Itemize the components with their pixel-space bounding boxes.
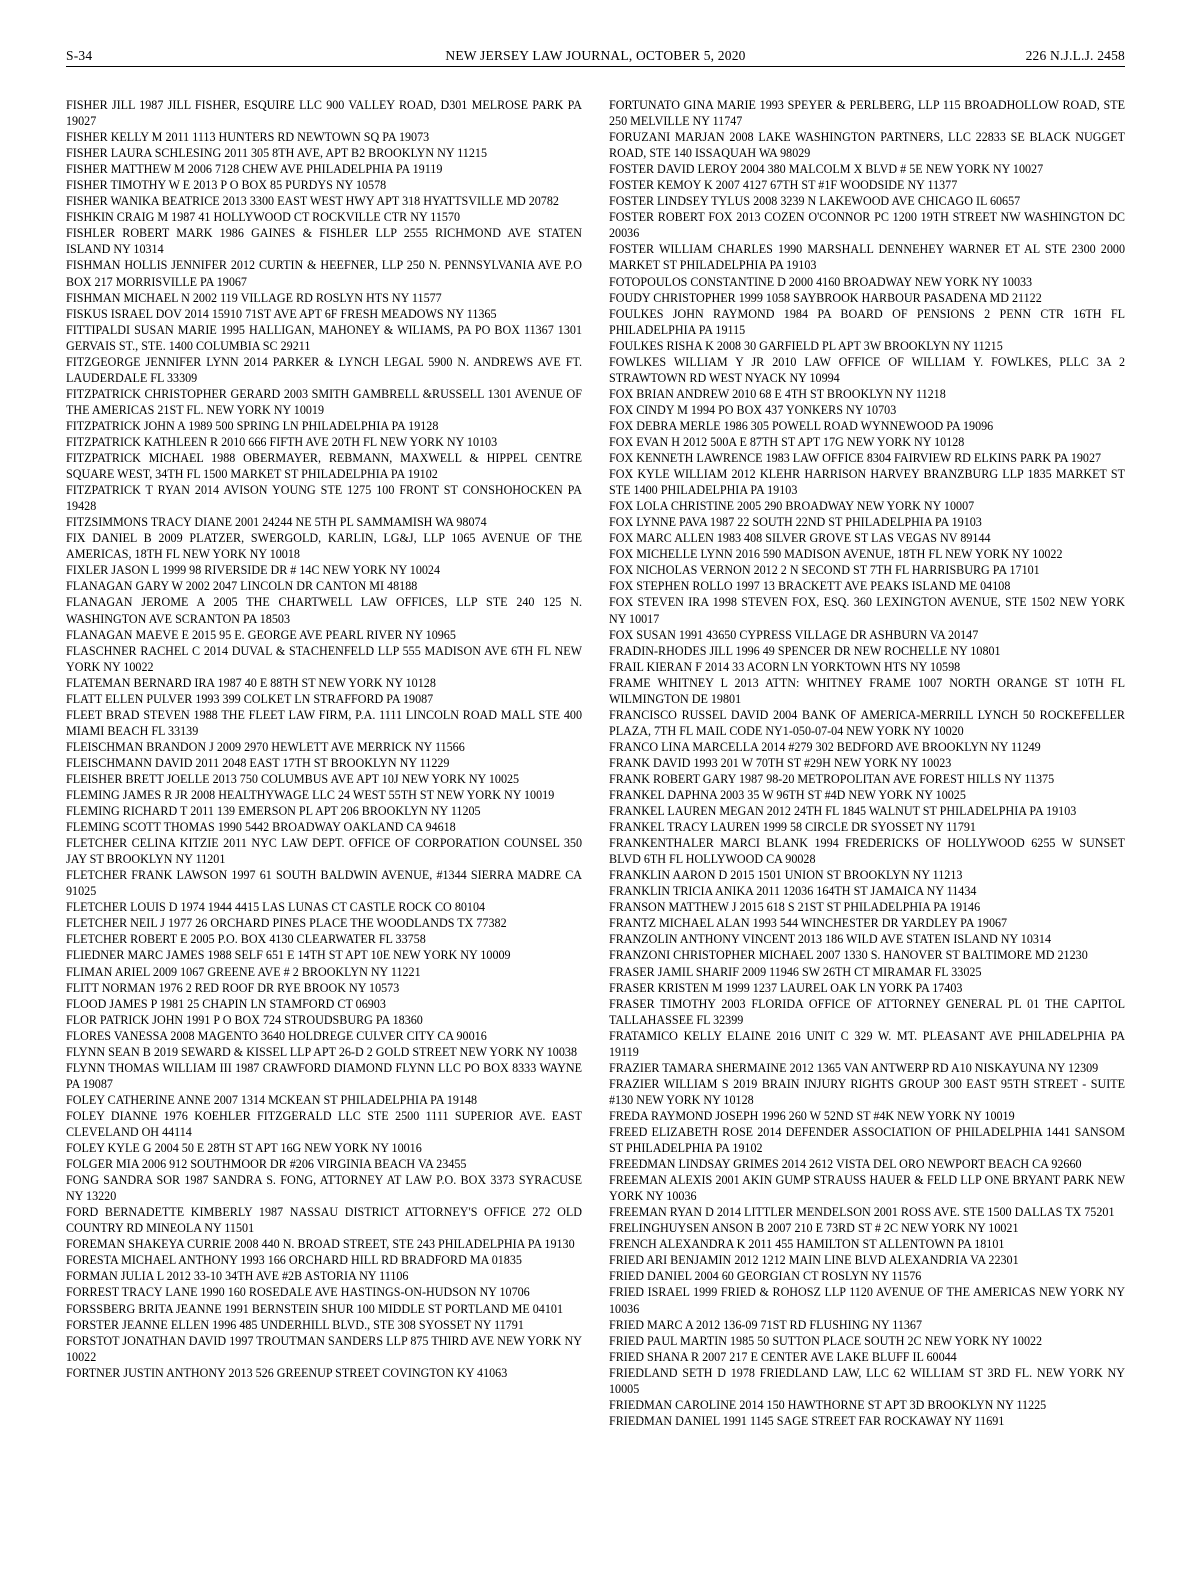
directory-entry: FOX STEVEN IRA 1998 STEVEN FOX, ESQ. 360 LEXINGTON AVENUE, STE 1502 NEW YORK NY 10017 [609,595,1125,626]
directory-entry: FRADIN-RHODES JILL 1996 49 SPENCER DR NEW ROCHELLE NY 10801 [609,643,1001,658]
directory-entry: FISHLER ROBERT MARK 1986 GAINES & FISHLER LLP 2555 RICHMOND AVE STATEN ISLAND NY 10314 [66,226,582,257]
directory-entry: FISHMAN MICHAEL N 2002 119 VILLAGE RD ROSLYN HTS NY 11577 [66,290,442,305]
directory-entry: FITTIPALDI SUSAN MARIE 1995 HALLIGAN, MAHONEY & WILIAMS, PA PO BOX 11367 1301 GERVAIS ST., STE. 1400 COLUMBIA SC 29211 [66,322,582,353]
directory-entry: FOSTER LINDSEY TYLUS 2008 3239 N LAKEWOOD AVE CHICAGO IL 60657 [609,194,1021,209]
directory-entry: FORMAN JULIA L 2012 33-10 34TH AVE #2B ASTORIA NY 11106 [66,1269,409,1284]
directory-entry: FLETCHER CELINA KITZIE 2011 NYC LAW DEPT. OFFICE OF CORPORATION COUNSEL 350 JAY ST BROOKLYN NY 11201 [66,836,582,867]
directory-entry: FOX KENNETH LAWRENCE 1983 LAW OFFICE 8304 FAIRVIEW RD ELKINS PARK PA 19027 [609,451,1102,466]
page [66,48,1125,1548]
directory-entry: FRIED MARC A 2012 136-09 71ST RD FLUSHING NY 11367 [609,1317,923,1332]
directory-entry: FISHER JILL 1987 JILL FISHER, ESQUIRE LLC 900 VALLEY ROAD, D301 MELROSE PARK PA 19027 [66,98,582,129]
directory-entry: FISHMAN HOLLIS JENNIFER 2012 CURTIN & HEEFNER, LLP 250 N. PENNSYLVANIA AVE P.O BOX 217 MORRISVILLE PA 19067 [66,258,582,289]
directory-entry: FLETCHER LOUIS D 1974 1944 4415 LAS LUNAS CT CASTLE ROCK CO 80104 [66,900,486,915]
directory-entry: FRANKEL TRACY LAUREN 1999 58 CIRCLE DR SYOSSET NY 11791 [609,820,976,835]
directory-entry: FORESTA MICHAEL ANTHONY 1993 166 ORCHARD HILL RD BRADFORD MA 01835 [66,1253,522,1268]
directory-entry: FLETCHER NEIL J 1977 26 ORCHARD PINES PLACE THE WOODLANDS TX 77382 [66,916,507,931]
directory-entry: FRANZOLIN ANTHONY VINCENT 2013 186 WILD AVE STATEN ISLAND NY 10314 [609,932,1052,947]
directory-entry: FITZPATRICK T RYAN 2014 AVISON YOUNG STE 1275 100 FRONT ST CONSHOHOCKEN PA 19428 [66,483,582,514]
directory-entry: FLORES VANESSA 2008 MAGENTO 3640 HOLDREGE CULVER CITY CA 90016 [66,1028,487,1043]
directory-entry: FORD BERNADETTE KIMBERLY 1987 NASSAU DISTRICT ATTORNEY'S OFFICE 272 OLD COUNTRY RD MINEOLA NY 11501 [66,1205,582,1236]
header-rule [66,66,1125,67]
directory-entry: FRANCISCO RUSSEL DAVID 2004 BANK OF AMERICA-MERRILL LYNCH 50 ROCKEFELLER PLAZA, 7TH FL MAIL CODE NY1-050-07-04 NEW YORK NY 10020 [609,707,1125,738]
directory-entry: FORSSBERG BRITA JEANNE 1991 BERNSTEIN SHUR 100 MIDDLE ST PORTLAND ME 04101 [66,1301,563,1316]
directory-entry: FRANK DAVID 1993 201 W 70TH ST #29H NEW YORK NY 10023 [609,755,952,770]
directory-entry: FLITT NORMAN 1976 2 RED ROOF DR RYE BROOK NY 10573 [66,980,400,995]
directory-entry: FOX NICHOLAS VERNON 2012 2 N SECOND ST 7TH FL HARRISBURG PA 17101 [609,563,1040,578]
directory-entry: FITZGEORGE JENNIFER LYNN 2014 PARKER & LYNCH LEGAL 5900 N. ANDREWS AVE FT. LAUDERDALE FL 33309 [66,354,582,385]
directory-entry: FOSTER WILLIAM CHARLES 1990 MARSHALL DENNEHEY WARNER ET AL STE 2300 2000 MARKET ST PHILADELPHIA PA 19103 [609,242,1125,273]
directory-entry: FRIEDMAN CAROLINE 2014 150 HAWTHORNE ST APT 3D BROOKLYN NY 11225 [609,1397,1047,1412]
directory-entry: FISHER WANIKA BEATRICE 2013 3300 EAST WEST HWY APT 318 HYATTSVILLE MD 20782 [66,194,559,209]
directory-entry: FORTNER JUSTIN ANTHONY 2013 526 GREENUP STREET COVINGTON KY 41063 [66,1365,508,1380]
directory-entry: FRANKENTHALER MARCI BLANK 1994 FREDERICKS OF HOLLYWOOD 6255 W SUNSET BLVD 6TH FL HOLLYWOOD CA 90028 [609,836,1125,867]
directory-entry: FLIMAN ARIEL 2009 1067 GREENE AVE # 2 BROOKLYN NY 11221 [66,964,421,979]
directory-entry: FOLGER MIA 2006 912 SOUTHMOOR DR #206 VIRGINIA BEACH VA 23455 [66,1157,467,1172]
left-column [66,97,582,1429]
directory-entry: FLEISHER BRETT JOELLE 2013 750 COLUMBUS AVE APT 10J NEW YORK NY 10025 [66,771,520,786]
directory-entry: FOTOPOULOS CONSTANTINE D 2000 4160 BROADWAY NEW YORK NY 10033 [609,274,1033,289]
directory-entry: FITZPATRICK JOHN A 1989 500 SPRING LN PHILADELPHIA PA 19128 [66,418,439,433]
directory-entry: FLETCHER FRANK LAWSON 1997 61 SOUTH BALDWIN AVENUE, #1344 SIERRA MADRE CA 91025 [66,868,582,899]
listing-columns [66,97,1125,1429]
directory-entry: FOLEY CATHERINE ANNE 2007 1314 MCKEAN ST PHILADELPHIA PA 19148 [66,1092,478,1107]
directory-entry: FIX DANIEL B 2009 PLATZER, SWERGOLD, KARLIN, LG&J, LLP 1065 AVENUE OF THE AMERICAS, 18TH FL NEW YORK NY 10018 [66,531,582,562]
directory-entry: FITZPATRICK CHRISTOPHER GERARD 2003 SMITH GAMBRELL &RUSSELL 1301 AVENUE OF THE AMERICAS 21ST FL. NEW YORK NY 10019 [66,386,582,417]
directory-entry: FRAZIER WILLIAM S 2019 BRAIN INJURY RIGHTS GROUP 300 EAST 95TH STREET - SUITE #130 NEW YORK NY 10128 [609,1076,1125,1107]
directory-entry: FREED ELIZABETH ROSE 2014 DEFENDER ASSOCIATION OF PHILADELPHIA 1441 SANSOM ST PHILADELPHIA PA 19102 [609,1125,1125,1156]
directory-entry: FRANTZ MICHAEL ALAN 1993 544 WINCHESTER DR YARDLEY PA 19067 [609,916,1008,931]
directory-entry: FLANAGAN MAEVE E 2015 95 E. GEORGE AVE PEARL RIVER NY 10965 [66,627,456,642]
page-header [66,48,1125,70]
directory-entry: FLOR PATRICK JOHN 1991 P O BOX 724 STROUDSBURG PA 18360 [66,1012,423,1027]
directory-entry: FOSTER DAVID LEROY 2004 380 MALCOLM X BLVD # 5E NEW YORK NY 10027 [609,162,1044,177]
directory-entry: FRIEDLAND SETH D 1978 FRIEDLAND LAW, LLC 62 WILLIAM ST 3RD FL. NEW YORK NY 10005 [609,1365,1125,1396]
directory-entry: FLEMING JAMES R JR 2008 HEALTHYWAGE LLC 24 WEST 55TH ST NEW YORK NY 10019 [66,788,555,803]
directory-entry: FRANKEL DAPHNA 2003 35 W 96TH ST #4D NEW YORK NY 10025 [609,788,966,803]
directory-entry: FISHER TIMOTHY W E 2013 P O BOX 85 PURDYS NY 10578 [66,178,387,193]
directory-entry: FRASER KRISTEN M 1999 1237 LAUREL OAK LN YORK PA 17403 [609,980,963,995]
directory-entry: FRIED ARI BENJAMIN 2012 1212 MAIN LINE BLVD ALEXANDRIA VA 22301 [609,1253,1019,1268]
directory-entry: FRANCO LINA MARCELLA 2014 #279 302 BEDFORD AVE BROOKLYN NY 11249 [609,739,1041,754]
directory-entry: FRIED DANIEL 2004 60 GEORGIAN CT ROSLYN NY 11576 [609,1269,922,1284]
directory-entry: FORREST TRACY LANE 1990 160 ROSEDALE AVE HASTINGS-ON-HUDSON NY 10706 [66,1285,530,1300]
directory-entry: FRAIL KIERAN F 2014 33 ACORN LN YORKTOWN HTS NY 10598 [609,659,961,674]
page-number: S-34 [66,48,93,63]
directory-entry: FORSTER JEANNE ELLEN 1996 485 UNDERHILL BLVD., STE 308 SYOSSET NY 11791 [66,1317,524,1332]
directory-entry: FRELINGHUYSEN ANSON B 2007 210 E 73RD ST # 2C NEW YORK NY 10021 [609,1221,1019,1236]
directory-entry: FOX MARC ALLEN 1983 408 SILVER GROVE ST LAS VEGAS NV 89144 [609,531,991,546]
directory-entry: FLATT ELLEN PULVER 1993 399 COLKET LN STRAFFORD PA 19087 [66,691,434,706]
publication-title: NEW JERSEY LAW JOURNAL, OCTOBER 5, 2020 [445,48,746,63]
directory-entry: FLEET BRAD STEVEN 1988 THE FLEET LAW FIRM, P.A. 1111 LINCOLN ROAD MALL STE 400 MIAMI BEACH FL 33139 [66,707,582,738]
directory-entry: FRASER JAMIL SHARIF 2009 11946 SW 26TH CT MIRAMAR FL 33025 [609,964,982,979]
directory-entry: FRATAMICO KELLY ELAINE 2016 UNIT C 329 W. MT. PLEASANT AVE PHILADELPHIA PA 19119 [609,1028,1125,1059]
directory-entry: FOSTER ROBERT FOX 2013 COZEN O'CONNOR PC 1200 19TH STREET NW WASHINGTON DC 20036 [609,210,1125,241]
citation: 226 N.J.L.J. 2458 [1025,48,1125,63]
directory-entry: FRANKLIN TRICIA ANIKA 2011 12036 164TH ST JAMAICA NY 11434 [609,884,977,899]
directory-entry: FISHKIN CRAIG M 1987 41 HOLLYWOOD CT ROCKVILLE CTR NY 11570 [66,210,461,225]
directory-entry: FOX EVAN H 2012 500A E 87TH ST APT 17G NEW YORK NY 10128 [609,434,965,449]
directory-entry: FLIEDNER MARC JAMES 1988 SELF 651 E 14TH ST APT 10E NEW YORK NY 10009 [66,948,511,963]
directory-entry: FITZSIMMONS TRACY DIANE 2001 24244 NE 5TH PL SAMMAMISH WA 98074 [66,515,487,530]
directory-entry: FOX DEBRA MERLE 1986 305 POWELL ROAD WYNNEWOOD PA 19096 [609,418,994,433]
directory-entry: FOSTER KEMOY K 2007 4127 67TH ST #1F WOODSIDE NY 11377 [609,178,958,193]
directory-entry: FOULKES RISHA K 2008 30 GARFIELD PL APT 3W BROOKLYN NY 11215 [609,338,1003,353]
directory-entry: FRIED ISRAEL 1999 FRIED & ROHOSZ LLP 1120 AVENUE OF THE AMERICAS NEW YORK NY 10036 [609,1285,1125,1316]
directory-entry: FONG SANDRA SOR 1987 SANDRA S. FONG, ATTORNEY AT LAW P.O. BOX 3373 SYRACUSE NY 13220 [66,1173,582,1204]
directory-entry: FOX MICHELLE LYNN 2016 590 MADISON AVENUE, 18TH FL NEW YORK NY 10022 [609,547,1063,562]
directory-entry: FOLEY KYLE G 2004 50 E 28TH ST APT 16G NEW YORK NY 10016 [66,1141,422,1156]
directory-entry: FORUZANI MARJAN 2008 LAKE WASHINGTON PARTNERS, LLC 22833 SE BLACK NUGGET ROAD, STE 140 ISSAQUAH WA 98029 [609,130,1125,161]
directory-entry: FOX SUSAN 1991 43650 CYPRESS VILLAGE DR ASHBURN VA 20147 [609,627,979,642]
directory-entry: FRAME WHITNEY L 2013 ATTN: WHITNEY FRAME 1007 NORTH ORANGE ST 10TH FL WILMINGTON DE 19801 [609,675,1125,706]
directory-entry: FIXLER JASON L 1999 98 RIVERSIDE DR # 14C NEW YORK NY 10024 [66,563,441,578]
directory-entry: FLOOD JAMES P 1981 25 CHAPIN LN STAMFORD CT 06903 [66,996,386,1011]
directory-entry: FLETCHER ROBERT E 2005 P.O. BOX 4130 CLEARWATER FL 33758 [66,932,426,947]
directory-entry: FREEMAN ALEXIS 2001 AKIN GUMP STRAUSS HAUER & FELD LLP ONE BRYANT PARK NEW YORK NY 10036 [609,1173,1125,1204]
directory-entry: FOX BRIAN ANDREW 2010 68 E 4TH ST BROOKLYN NY 11218 [609,386,946,401]
directory-entry: FRANSON MATTHEW J 2015 618 S 21ST ST PHILADELPHIA PA 19146 [609,900,981,915]
directory-entry: FRIEDMAN DANIEL 1991 1145 SAGE STREET FAR ROCKAWAY NY 11691 [609,1413,1005,1428]
directory-entry: FLANAGAN GARY W 2002 2047 LINCOLN DR CANTON MI 48188 [66,579,418,594]
directory-entry: FRANZONI CHRISTOPHER MICHAEL 2007 1330 S. HANOVER ST BALTIMORE MD 21230 [609,948,1088,963]
directory-entry: FOUDY CHRISTOPHER 1999 1058 SAYBROOK HARBOUR PASADENA MD 21122 [609,290,1042,305]
directory-entry: FITZPATRICK MICHAEL 1988 OBERMAYER, REBMANN, MAXWELL & HIPPEL CENTRE SQUARE WEST, 34TH FL 1500 MARKET ST PHILADELPHIA PA 19102 [66,451,582,482]
directory-entry: FLYNN THOMAS WILLIAM III 1987 CRAWFORD DIAMOND FLYNN LLC PO BOX 8333 WAYNE PA 19087 [66,1060,582,1091]
directory-entry: FLYNN SEAN B 2019 SEWARD & KISSEL LLP APT 26-D 2 GOLD STREET NEW YORK NY 10038 [66,1044,577,1059]
directory-entry: FLEMING SCOTT THOMAS 1990 5442 BROADWAY OAKLAND CA 94618 [66,820,456,835]
directory-entry: FOX STEPHEN ROLLO 1997 13 BRACKETT AVE PEAKS ISLAND ME 04108 [609,579,1011,594]
directory-entry: FOX CINDY M 1994 PO BOX 437 YONKERS NY 10703 [609,402,897,417]
directory-entry: FOX KYLE WILLIAM 2012 KLEHR HARRISON HARVEY BRANZBURG LLP 1835 MARKET ST STE 1400 PHILADELPHIA PA 19103 [609,467,1125,498]
directory-entry: FORSTOT JONATHAN DAVID 1997 TROUTMAN SANDERS LLP 875 THIRD AVE NEW YORK NY 10022 [66,1333,582,1364]
directory-entry: FRANKEL LAUREN MEGAN 2012 24TH FL 1845 WALNUT ST PHILADELPHIA PA 19103 [609,804,1077,819]
directory-entry: FLEMING RICHARD T 2011 139 EMERSON PL APT 206 BROOKLYN NY 11205 [66,804,481,819]
directory-entry: FREEMAN RYAN D 2014 LITTLER MENDELSON 2001 ROSS AVE. STE 1500 DALLAS TX 75201 [609,1205,1115,1220]
directory-entry: FRASER TIMOTHY 2003 FLORIDA OFFICE OF ATTORNEY GENERAL PL 01 THE CAPITOL TALLAHASSEE FL 32399 [609,996,1125,1027]
directory-entry: FRIED PAUL MARTIN 1985 50 SUTTON PLACE SOUTH 2C NEW YORK NY 10022 [609,1333,1043,1348]
directory-entry: FISHER MATTHEW M 2006 7128 CHEW AVE PHILADELPHIA PA 19119 [66,162,443,177]
directory-entry: FOWLKES WILLIAM Y JR 2010 LAW OFFICE OF WILLIAM Y. FOWLKES, PLLC 3A 2 STRAWTOWN RD WEST NYACK NY 10994 [609,354,1125,385]
directory-entry: FLASCHNER RACHEL C 2014 DUVAL & STACHENFELD LLP 555 MADISON AVE 6TH FL NEW YORK NY 10022 [66,643,582,674]
directory-entry: FISHER KELLY M 2011 1113 HUNTERS RD NEWTOWN SQ PA 19073 [66,130,430,145]
directory-entry: FOREMAN SHAKEYA CURRIE 2008 440 N. BROAD STREET, STE 243 PHILADELPHIA PA 19130 [66,1237,575,1252]
directory-entry: FISHER LAURA SCHLESING 2011 305 8TH AVE, APT B2 BROOKLYN NY 11215 [66,146,487,161]
directory-entry: FOX LOLA CHRISTINE 2005 290 BROADWAY NEW YORK NY 10007 [609,499,975,514]
directory-entry: FLANAGAN JEROME A 2005 THE CHARTWELL LAW OFFICES, LLP STE 240 125 N. WASHINGTON AVE SCRANTON PA 18503 [66,595,582,626]
directory-entry: FLATEMAN BERNARD IRA 1987 40 E 88TH ST NEW YORK NY 10128 [66,675,436,690]
directory-entry: FREDA RAYMOND JOSEPH 1996 260 W 52ND ST #4K NEW YORK NY 10019 [609,1108,1015,1123]
right-column [609,97,1125,1429]
directory-entry: FREEDMAN LINDSAY GRIMES 2014 2612 VISTA DEL ORO NEWPORT BEACH CA 92660 [609,1157,1082,1172]
directory-entry: FISKUS ISRAEL DOV 2014 15910 71ST AVE APT 6F FRESH MEADOWS NY 11365 [66,306,497,321]
directory-entry: FRAZIER TAMARA SHERMAINE 2012 1365 VAN ANTWERP RD A10 NISKAYUNA NY 12309 [609,1060,1099,1075]
directory-entry: FRANKLIN AARON D 2015 1501 UNION ST BROOKLYN NY 11213 [609,868,963,883]
directory-entry: FRANK ROBERT GARY 1987 98-20 METROPOLITAN AVE FOREST HILLS NY 11375 [609,771,1055,786]
directory-entry: FOULKES JOHN RAYMOND 1984 PA BOARD OF PENSIONS 2 PENN CTR 16TH FL PHILADELPHIA PA 19115 [609,306,1125,337]
directory-entry: FORTUNATO GINA MARIE 1993 SPEYER & PERLBERG, LLP 115 BROADHOLLOW ROAD, STE 250 MELVILLE NY 11747 [609,98,1125,129]
directory-entry: FOLEY DIANNE 1976 KOEHLER FITZGERALD LLC STE 2500 1111 SUPERIOR AVE. EAST CLEVELAND OH 44114 [66,1108,582,1139]
directory-entry: FITZPATRICK KATHLEEN R 2010 666 FIFTH AVE 20TH FL NEW YORK NY 10103 [66,434,498,449]
directory-entry: FLEISCHMANN DAVID 2011 2048 EAST 17TH ST BROOKLYN NY 11229 [66,755,450,770]
directory-entry: FRIED SHANA R 2007 217 E CENTER AVE LAKE BLUFF IL 60044 [609,1349,957,1364]
directory-entry: FRENCH ALEXANDRA K 2011 455 HAMILTON ST ALLENTOWN PA 18101 [609,1237,1005,1252]
directory-entry: FLEISCHMAN BRANDON J 2009 2970 HEWLETT AVE MERRICK NY 11566 [66,739,465,754]
directory-entry: FOX LYNNE PAVA 1987 22 SOUTH 22ND ST PHILADELPHIA PA 19103 [609,515,982,530]
